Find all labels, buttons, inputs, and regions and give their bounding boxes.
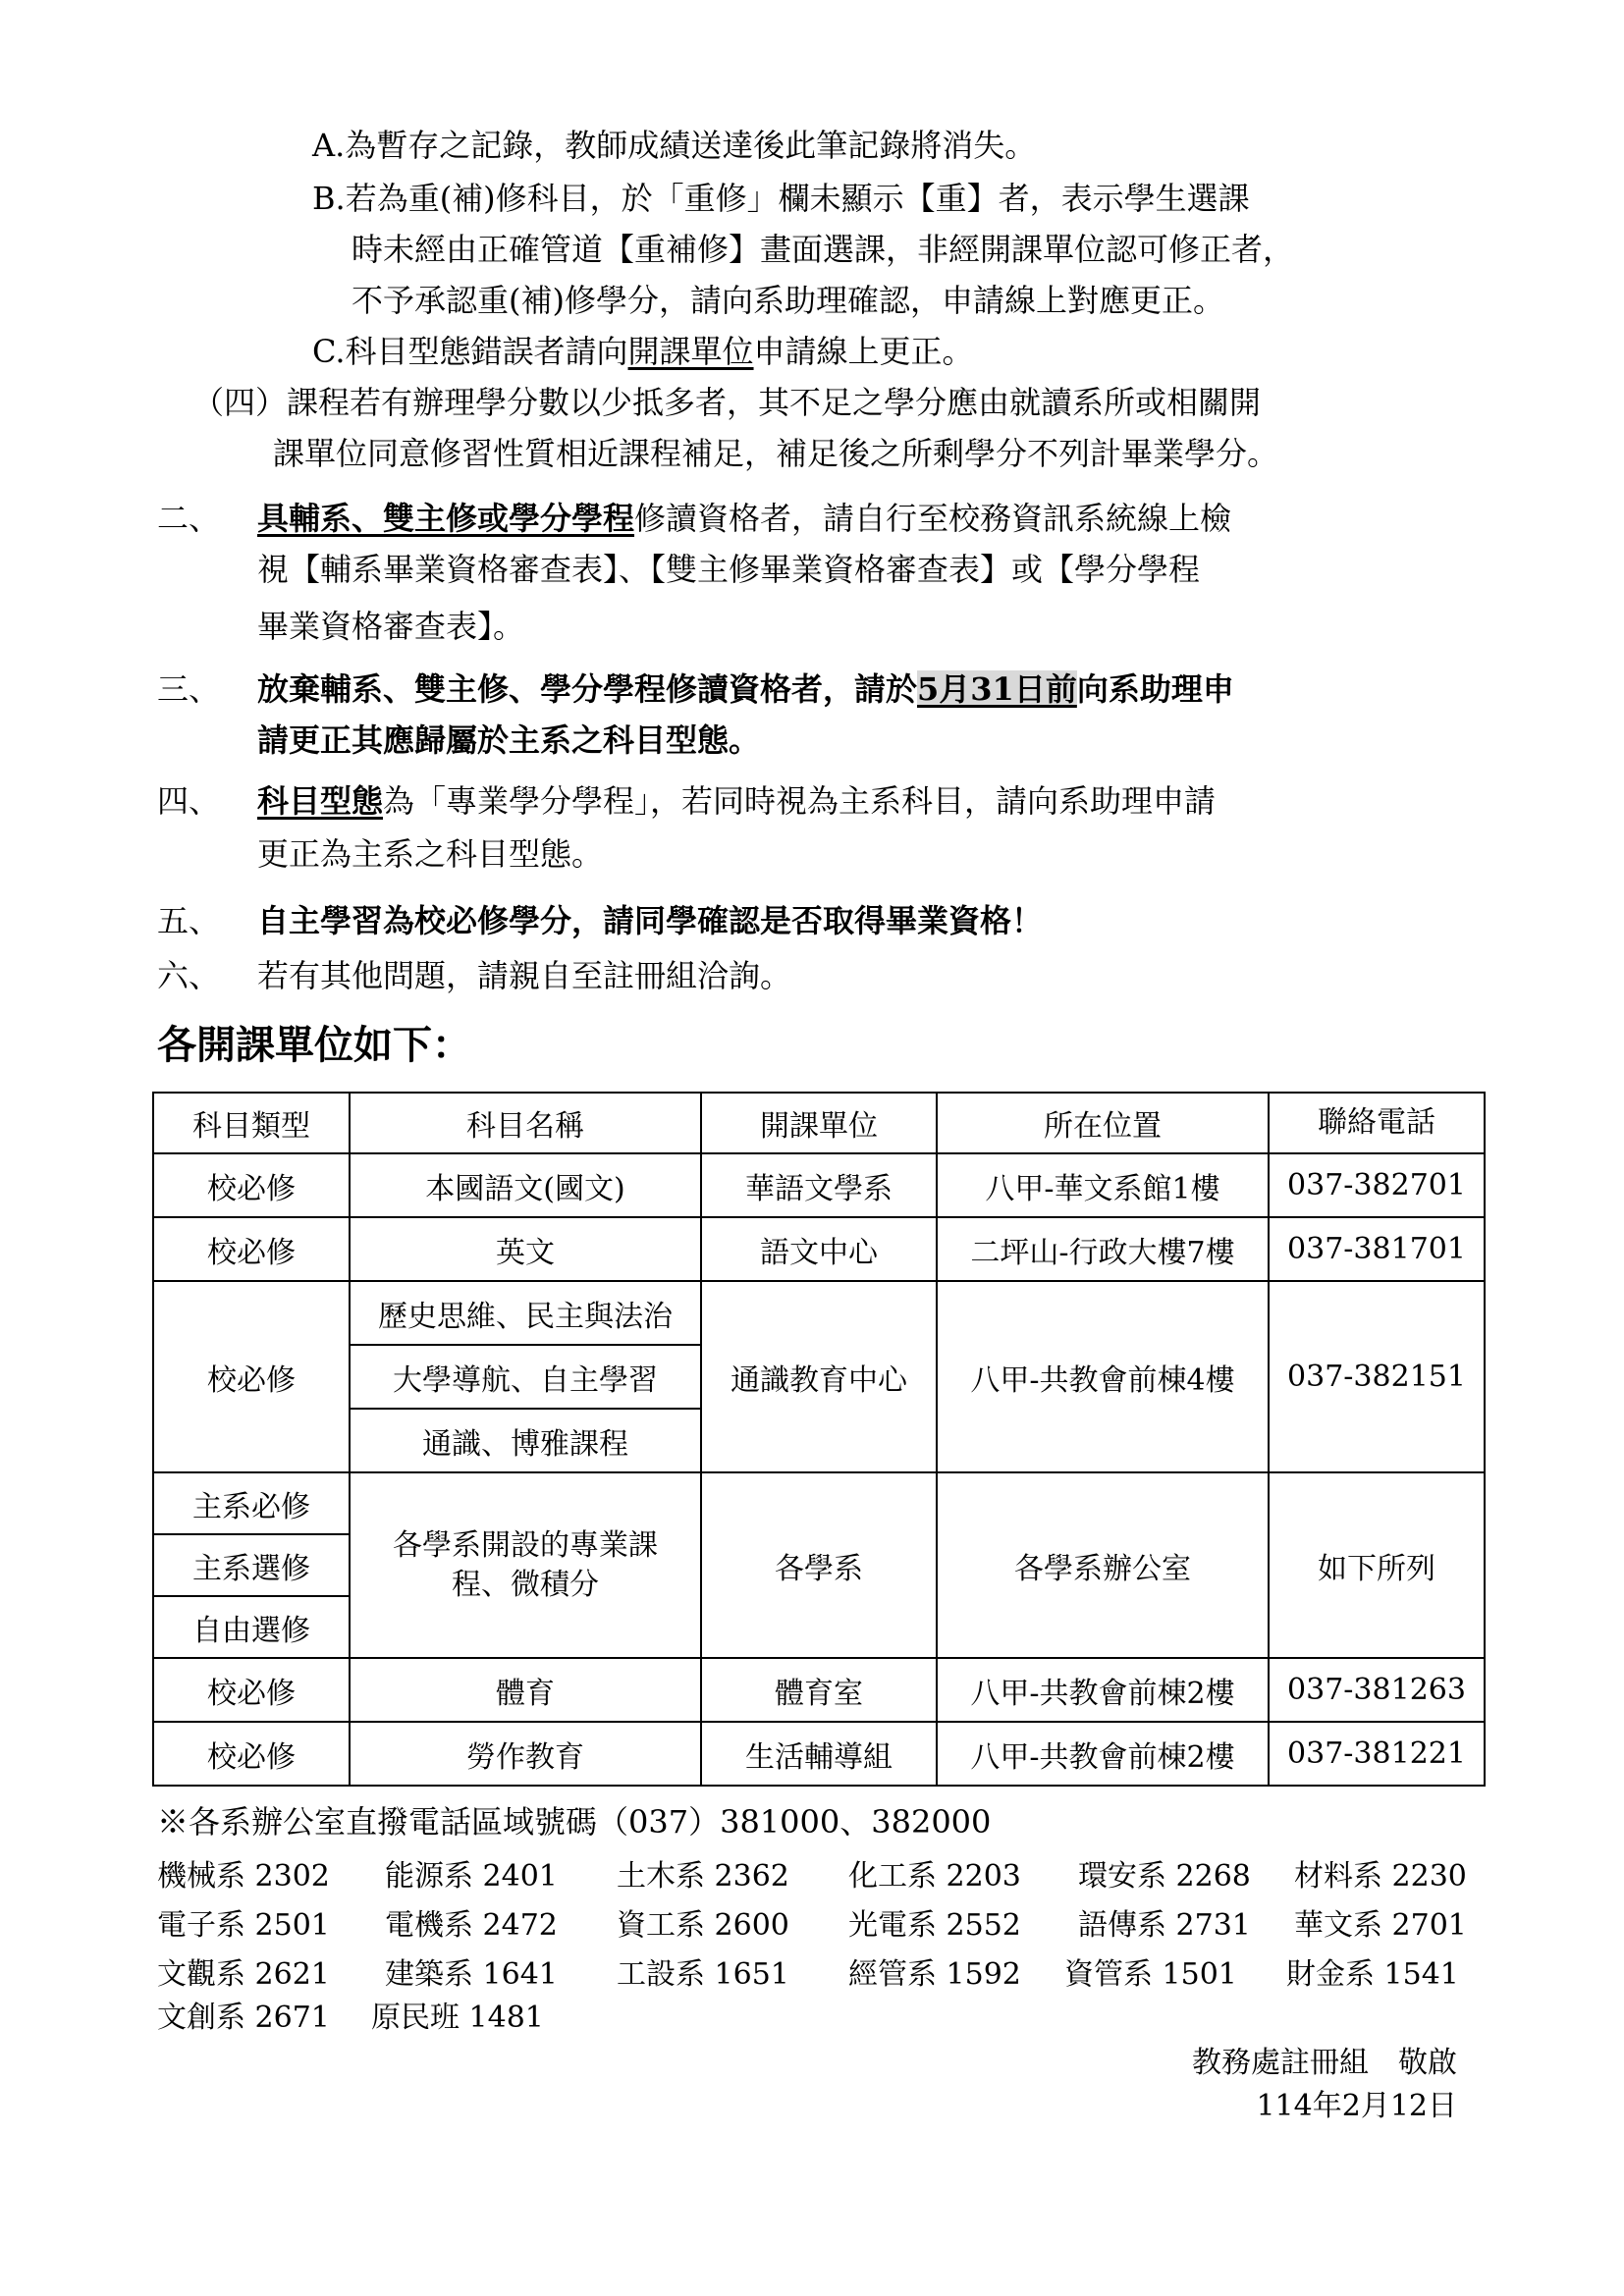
table-header-row [153,1093,1485,1153]
item-three-line1 [257,669,1234,709]
extension-item: 建築系 1641 [385,1957,558,1992]
table-cell: 校必修 [153,1658,350,1722]
note-four-line1: （四）課程若有辦理學分數以少抵多者，其不足之學分應由就讀系所或相關開 [192,384,1262,421]
table-cell: 如下所列 [1269,1472,1485,1658]
item-two-number: 二、 [157,500,221,537]
table-cell: 八甲-共教會前棟2樓 [937,1722,1269,1786]
extension-item: 電機系 2472 [385,1908,558,1943]
table-cell: 037-381263 [1269,1658,1485,1722]
table-cell: 二坪山-行政大樓7樓 [937,1217,1269,1281]
extension-note: ※各系辦公室直撥電話區域號碼（037）381000、382000 [157,1803,992,1841]
item-two-rest: 修讀資格者，請自行至校務資訊系統線上檢 [634,500,1232,537]
table-row [153,1281,1485,1345]
note-c [312,332,974,371]
extension-item: 光電系 2552 [848,1908,1021,1943]
table-cell: 主系必修 [153,1472,350,1534]
item-four-number: 四、 [157,782,221,820]
table-cell: 本國語文(國文) [350,1153,701,1217]
item-two-line1 [257,499,1231,538]
extension-item: 工設系 1651 [617,1957,789,1992]
table-row [153,1153,1485,1217]
table-cell: 各學系辦公室 [937,1472,1269,1658]
table-cell: 生活輔導組 [701,1722,937,1786]
item-three-pre: 放棄輔系、雙主修、學分學程修讀資格者，請於 [257,670,918,708]
course-unit-table [152,1092,1486,1787]
table-cell: 語文中心 [701,1217,937,1281]
table-cell: 037-381221 [1269,1722,1485,1786]
note-c-post: 申請線上更正。 [753,333,974,370]
extension-item: 資管系 1501 [1064,1957,1237,1992]
note-four-line2: 課單位同意修習性質相近課程補足，補足後之所剩學分不列計畢業學分。 [273,435,1279,472]
extension-item: 經管系 1592 [848,1957,1021,1992]
extension-item: 財金系 1541 [1286,1957,1459,1992]
extension-item: 文觀系 2621 [157,1957,330,1992]
note-b-line2: 時未經由正確管道【重補修】畫面選課，非經開課單位認可修正者， [352,231,1295,268]
table-cell: 校必修 [153,1281,350,1472]
table-heading: 各開課單位如下： [157,1022,471,1068]
table-cell: 體育 [350,1658,701,1722]
item-six-text: 若有其他問題，請親自至註冊組洽詢。 [257,957,792,994]
item-two-line2: 視【輔系畢業資格審查表】、【雙主修畢業資格審查表】或【學分學程 [257,551,1201,588]
table-cell: 八甲-華文系館1樓 [937,1153,1269,1217]
table-cell: 自由選修 [153,1596,350,1658]
extension-item: 文創系 2671 [157,2001,330,2035]
table-cell: 校必修 [153,1722,350,1786]
header-cell: 科目類型 [153,1093,350,1153]
signature-date: 114年2月12日 [1256,2089,1457,2123]
table-cell: 大學導航、自主學習 [350,1345,701,1409]
table-row [153,1722,1485,1786]
extension-item: 機械系 2302 [157,1859,330,1894]
item-five-number: 五、 [157,902,221,939]
table-cell: 037-382701 [1269,1153,1485,1217]
note-c-underlined: 開課單位 [627,333,754,370]
table-cell: 通識、博雅課程 [350,1409,701,1472]
extension-item: 能源系 2401 [385,1859,558,1894]
extension-item: 資工系 2600 [617,1908,789,1943]
table-cell: 037-381701 [1269,1217,1485,1281]
header-cell: 科目名稱 [350,1093,701,1153]
table-cell: 037-382151 [1269,1281,1485,1472]
note-c-pre: C.科目型態錯誤者請向 [312,333,628,370]
extension-item: 土木系 2362 [617,1859,789,1894]
table-cell: 各學系開設的專業課程、微積分 [350,1472,701,1658]
item-six-number: 六、 [157,957,221,994]
table-cell: 英文 [350,1217,701,1281]
item-two-bold: 具輔系、雙主修或學分學程 [257,500,635,537]
item-four-line1 [257,781,1216,821]
table-row [153,1658,1485,1722]
item-four-rest: 為「專業學分學程」，若同時視為主系科目，請向系助理申請 [383,782,1217,820]
table-cell: 八甲-共教會前棟4樓 [937,1281,1269,1472]
table-cell: 八甲-共教會前棟2樓 [937,1658,1269,1722]
item-five-text: 自主學習為校必修學分，請同學確認是否取得畢業資格！ [257,902,1044,939]
table-cell: 歷史思維、民主與法治 [350,1281,701,1345]
table-cell: 校必修 [153,1217,350,1281]
note-b-line3: 不予承認重(補)修學分，請向系助理確認，申請線上對應更正。 [352,282,1224,319]
table-cell: 校必修 [153,1153,350,1217]
item-four-line2: 更正為主系之科目型態。 [257,835,604,873]
table-row [153,1217,1485,1281]
extension-item: 電子系 2501 [157,1908,330,1943]
extension-item: 華文系 2701 [1294,1908,1467,1943]
extension-item: 環安系 2268 [1078,1859,1251,1894]
table-cell: 華語文學系 [701,1153,937,1217]
extension-item: 語傳系 2731 [1078,1908,1251,1943]
table-cell: 各學系 [701,1472,937,1658]
extension-item: 原民班 1481 [371,2001,544,2035]
table-cell: 主系選修 [153,1534,350,1596]
header-cell: 所在位置 [937,1093,1269,1153]
item-three-line2: 請更正其應歸屬於主系之科目型態。 [257,721,761,759]
header-cell: 聯絡電話 [1269,1093,1485,1153]
table-row [153,1472,1485,1534]
item-four-underlined: 科目型態 [257,782,384,820]
item-three-post: 向系助理申 [1076,670,1234,708]
item-two-line3: 畢業資格審查表】。 [257,608,525,645]
item-three-number: 三、 [157,670,221,708]
extension-item: 材料系 2230 [1294,1859,1467,1894]
note-a: A.為暫存之記錄，教師成績送達後此筆記錄將消失。 [312,127,1037,164]
header-cell: 開課單位 [701,1093,937,1153]
extension-item: 化工系 2203 [848,1859,1021,1894]
table-cell: 通識教育中心 [701,1281,937,1472]
signature-office: 教務處註冊組 敬啟 [1192,2046,1457,2080]
item-three-date: 5月31日前 [917,670,1077,708]
note-b-line1: B.若為重(補)修科目，於「重修」欄未顯示【重】者，表示學生選課 [312,180,1250,217]
table-cell: 體育室 [701,1658,937,1722]
table-cell: 勞作教育 [350,1722,701,1786]
